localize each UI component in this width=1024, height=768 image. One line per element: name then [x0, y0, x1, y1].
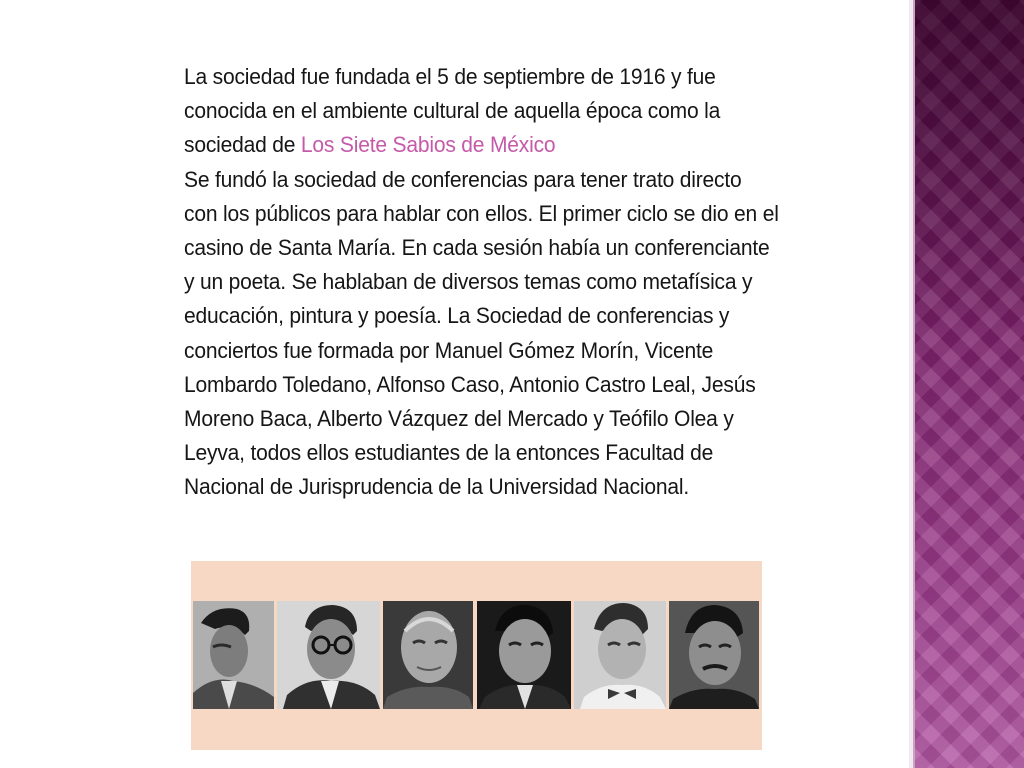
portrait-photo-strip: [191, 561, 762, 750]
portrait-photo: [277, 601, 380, 709]
portrait-photo: [574, 601, 666, 709]
society-name-link: Los Siete Sabios de México: [300, 132, 556, 158]
founding-text: La sociedad fue fundada el 5 de septiembre de 1916 y fue conocida en el ambiente cultural de aquella época como la sociedad de: [184, 64, 721, 158]
portrait-photo: [669, 601, 759, 709]
portrait-photo: [477, 601, 571, 709]
paragraph-conferences: Se fundó la sociedad de conferencias para tener trato directo con los públicos para hablar con ellos. El primer ciclo se dio en el casino de Santa María. En cada sesión había un conferenciante y un poeta. Se hablaban de diversos temas como metafísica y educación, pintura y poesía. La Sociedad de conferencias y conciertos fue formada por Manuel Gómez Morín, Vicente Lombardo Toledano, Alfonso Caso, Antonio Castro Leal, Jesús Moreno Baca, Alberto Vázquez del Mercado y Teófilo Olea y Leyva, todos ellos estudiantes de la entonces Facultad de Nacional de Jurisprudencia de la Universidad Nacional.: [184, 166, 779, 500]
body-text: [184, 60, 779, 505]
decorative-sidebar: [913, 0, 1024, 768]
portrait-photo: [193, 601, 274, 709]
portrait-photo: [383, 601, 473, 709]
paragraph-founding: [184, 60, 779, 163]
